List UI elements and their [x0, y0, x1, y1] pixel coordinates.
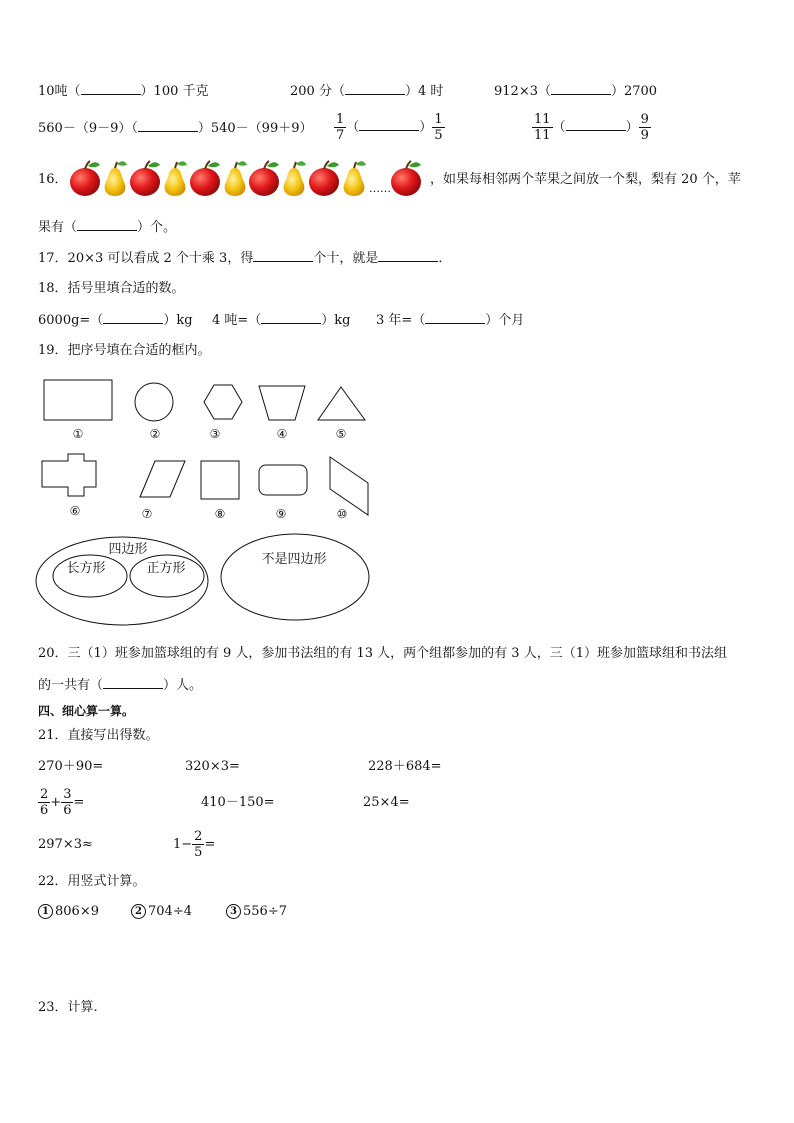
label-5: ⑤: [335, 427, 347, 441]
label-6: ⑥: [69, 504, 81, 518]
label-8: ⑧: [214, 507, 226, 521]
shape-trapezoid: [259, 386, 305, 420]
answer-blank[interactable]: [253, 249, 313, 262]
q18-item-2: 4 吨=（ ）kg: [212, 313, 351, 328]
shapes-figure: [30, 370, 390, 630]
q21-calc-5: 410－150=: [201, 795, 275, 810]
label-4: ④: [276, 427, 288, 441]
label-9: ⑨: [275, 507, 287, 521]
label-10: ⑩: [336, 507, 348, 521]
answer-blank[interactable]: [378, 249, 438, 262]
pear-icon: [105, 161, 127, 196]
q20-line1: 20．三（1）班参加篮球组的有 9 人，参加书法组的有 13 人，两个组都参加的有 3 人，三（1）班参加篮球组和书法组: [38, 646, 727, 661]
q22-item-1: 1 806×9: [38, 903, 99, 921]
label-7: ⑦: [141, 507, 153, 521]
circled-number-icon: 1: [38, 904, 53, 919]
q16-text-line1: ，如果每相邻两个苹果之间放一个梨，梨有 20 个，苹: [430, 172, 741, 187]
fraction: $\frac{11}{11}$: [534, 112, 551, 143]
q18-item-1: 6000g=（ ）kg: [38, 313, 193, 328]
pear-icon: [344, 161, 366, 196]
q21-calc-4: $\frac{2}{6}$ + $\frac{3}{6}$ =: [40, 787, 85, 818]
answer-blank[interactable]: [138, 119, 198, 132]
circled-number-icon: 2: [131, 904, 146, 919]
pear-icon: [284, 161, 306, 196]
label-1: ①: [72, 427, 84, 441]
q21-calc-1: 270＋90=: [38, 759, 104, 774]
shape-square: [201, 461, 239, 499]
apple-icon: [309, 161, 339, 196]
fraction: $\frac{3}{6}$: [63, 787, 72, 818]
q15-item-3-left: 912×3（: [494, 84, 551, 99]
q21-calc-8: 1− $\frac{2}{5}$ =: [173, 829, 216, 860]
q15-item-2: [290, 82, 443, 101]
q22-item-3: 3 556÷7: [226, 903, 287, 921]
q15-item-5: $\frac{1}{7}$ （ ） $\frac{1}{5}$: [336, 112, 443, 143]
fruit-row-image: [68, 158, 428, 198]
q17: 17．20×3 可以看成 2 个十乘 3，得 个十，就是 ．: [38, 251, 452, 266]
venn-rectangle-label: 长方形: [66, 561, 106, 576]
label-3: ③: [209, 427, 221, 441]
pear-icon: [225, 161, 247, 196]
q16-text-line2: 果有（ ）个。: [38, 220, 177, 235]
ellipsis-text: ……: [369, 182, 391, 195]
q20-line2: 的一共有（ ）人。: [38, 678, 203, 693]
q15-item-3-right: ）2700: [610, 84, 658, 99]
venn-not-quadrilateral[interactable]: [221, 534, 369, 620]
q18-title: 18．括号里填合适的数。: [38, 281, 185, 296]
q21-calc-7: 297×3≈: [38, 837, 93, 852]
shape-triangle: [318, 387, 365, 420]
q16-number: 16．: [38, 172, 68, 187]
answer-blank[interactable]: [359, 118, 419, 131]
answer-blank[interactable]: [77, 218, 137, 231]
shape-cross: [42, 454, 96, 496]
q18-item-3: 3 年=（ ）个月: [376, 313, 525, 328]
answer-blank[interactable]: [81, 82, 141, 95]
apple-icon: [391, 161, 421, 196]
q15-item-6: $\frac{11}{11}$ （ ） $\frac{9}{9}$: [534, 112, 649, 143]
q22-item-2: 2 704÷4: [131, 903, 192, 921]
q15-item-4-left: 560－（9－9）（: [38, 121, 138, 136]
venn-outer-label: 四边形: [108, 542, 148, 557]
venn-not-label: 不是四边形: [261, 552, 327, 567]
answer-blank[interactable]: [103, 676, 163, 689]
q15-item-4: [38, 119, 313, 138]
q15-item-2-right: ）4 时: [404, 84, 444, 99]
venn-square-label: 正方形: [146, 561, 186, 576]
q21-calc-6: 25×4=: [363, 795, 410, 810]
q15-item-3: [494, 82, 657, 101]
q22-title: 22．用竖式计算。: [38, 874, 146, 889]
apple-icon: [190, 161, 220, 196]
section-heading: 四、细心算一算。: [38, 704, 135, 718]
q21-calc-3: 228＋684=: [368, 759, 442, 774]
q15-item-2-left: 200 分（: [290, 84, 345, 99]
shape-parallelogram: [140, 461, 185, 497]
q15-item-1-left: 10吨（: [38, 84, 81, 99]
answer-blank[interactable]: [103, 311, 163, 324]
label-2: ②: [149, 427, 161, 441]
q15-item-1-right: ）100 千克: [140, 84, 209, 99]
pear-icon: [165, 161, 187, 196]
shape-circle: [135, 383, 173, 421]
apple-icon: [249, 161, 279, 196]
q19-title: 19．把序号填在合适的框内。: [38, 343, 211, 358]
fraction: $\frac{1}{7}$: [336, 112, 345, 143]
q21-title: 21．直接写出得数。: [38, 728, 159, 743]
shape-rectangle: [44, 380, 112, 420]
apple-icon: [70, 161, 100, 196]
fraction: $\frac{1}{5}$: [434, 112, 443, 143]
q23-title: 23．计算.: [38, 1000, 98, 1015]
answer-blank[interactable]: [551, 82, 611, 95]
shape-hexagon: [204, 385, 242, 419]
fraction: $\frac{2}{5}$: [194, 829, 203, 860]
answer-blank[interactable]: [566, 118, 626, 131]
apple-icon: [130, 161, 160, 196]
q15-item-1: [38, 82, 209, 101]
shape-rounded-rectangle: [259, 465, 307, 495]
fraction: $\frac{9}{9}$: [640, 112, 649, 143]
q21-calc-2: 320×3=: [185, 759, 240, 774]
circled-number-icon: 3: [226, 904, 241, 919]
answer-blank[interactable]: [261, 311, 321, 324]
answer-blank[interactable]: [425, 311, 485, 324]
q15-item-4-right: ）540－（99＋9）: [197, 121, 313, 136]
answer-blank[interactable]: [345, 82, 405, 95]
fraction: $\frac{2}{6}$: [40, 787, 49, 818]
